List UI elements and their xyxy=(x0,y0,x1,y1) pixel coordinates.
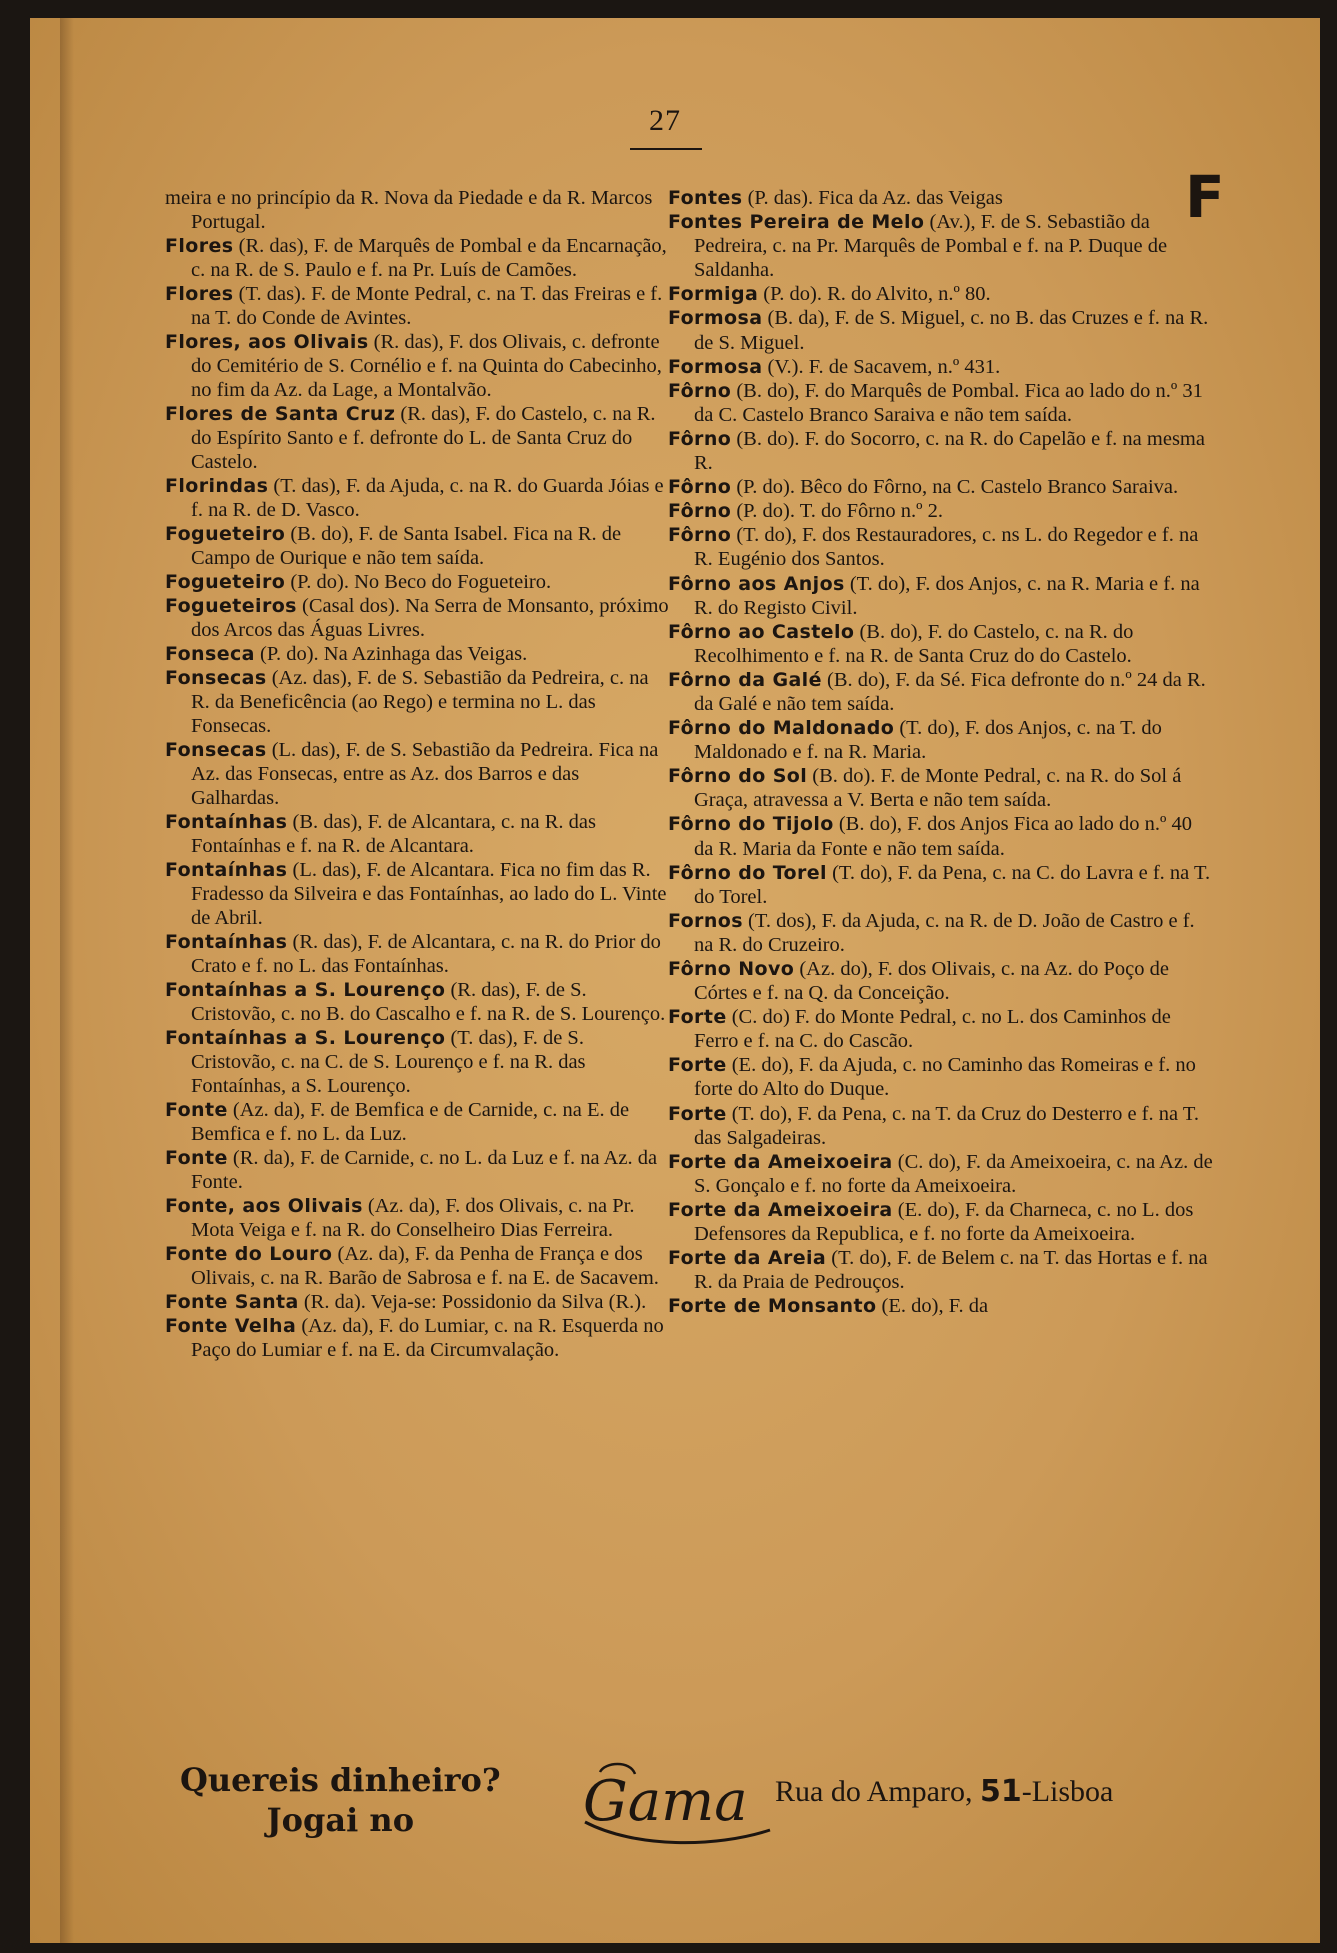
entry-headword: Fontaínhas xyxy=(165,859,288,881)
entry-headword: Fonsecas xyxy=(165,667,267,689)
entry xyxy=(668,861,1213,909)
advertisement xyxy=(30,1760,1320,1850)
entry-headword: Flores, aos Olivais xyxy=(165,331,369,353)
entry-text: (R. das), F. dos Olivais, c. defronte do Cemitério de S. Cornélio e f. na Quinta do Cabecinho, no fim da Az. da Lage, a Montalvão. xyxy=(191,331,662,401)
entry-text: (P. do). R. do Alvito, n.º 80. xyxy=(758,283,991,306)
entry-text: (B. do), F. dos Anjos Fica ao lado do n.º 40 da R. Maria da Fonte e não tem saída. xyxy=(694,813,1193,860)
entry-headword: Fontaínhas xyxy=(165,811,288,833)
left-column xyxy=(165,186,670,1362)
entry-text: (R. das), F. de Marquês de Pombal e da Encarnação, c. na R. de S. Paulo e f. na Pr. Luís de Camões. xyxy=(191,235,667,281)
entry xyxy=(668,957,1213,1005)
advertisement-slogan xyxy=(180,1760,501,1840)
entry-headword: Fonte do Louro xyxy=(165,1243,333,1265)
entry-text: (P. das). Fica da Az. das Veigas xyxy=(742,187,1003,209)
section-letter: F xyxy=(1185,163,1225,231)
entry xyxy=(668,186,1213,210)
entry xyxy=(165,1290,670,1314)
entry xyxy=(668,812,1213,860)
entry xyxy=(165,1146,670,1194)
entry-headword: Forte da Ameixoeira xyxy=(668,1198,893,1221)
entry xyxy=(165,474,670,522)
entry-text: (T. das), F. de S. Cristovão, c. na C. de S. Lourenço e f. na R. das Fontaínhas, a S. Lourenço. xyxy=(191,1027,586,1097)
entry-text: (E. do), F. da xyxy=(876,1295,989,1318)
entry-headword: Fôrno do Sol xyxy=(668,765,808,788)
entry-headword: Fogueteiro xyxy=(165,571,286,593)
address-prefix: Rua do Amparo, xyxy=(775,1775,973,1808)
entry-text: (E. do), F. da Ajuda, c. no Caminho das Romeiras e f. no forte do Alto do Duque. xyxy=(694,1054,1196,1101)
entry xyxy=(668,1150,1213,1198)
entry xyxy=(668,668,1213,716)
entry-text: (T. do), F. dos Anjos, c. na T. do Maldonado e f. na R. Maria. xyxy=(694,717,1162,764)
entry xyxy=(165,570,670,594)
entry-text: (Az. da), F. da Penha de França e dos Olivais, c. na R. Barão de Sabrosa e f. na E. de Sacavem. xyxy=(191,1243,659,1289)
page-fold-shadow xyxy=(60,18,74,1943)
entry-text: (T. das). F. de Monte Pedral, c. na T. das Freiras e f. na T. do Conde de Avintes. xyxy=(191,283,663,329)
entry xyxy=(165,234,670,282)
entry-headword: Fôrno do Torel xyxy=(668,861,827,884)
entry-headword: Forte de Monsanto xyxy=(668,1295,877,1318)
entry-text: (T. do), F. dos Anjos, c. na R. Maria e f. na R. do Registo Civil. xyxy=(694,572,1200,619)
entry xyxy=(668,306,1213,354)
entry-text: (T. do), F. de Belem c. na T. das Hortas e f. na R. da Praia de Pedrouços. xyxy=(694,1247,1208,1294)
entry-text: (L. das), F. de S. Sebastião da Pedreira. Fica na Az. das Fonsecas, entre as Az. dos Barros e das Galhardas. xyxy=(191,739,659,809)
entry-text: (Az. das), F. de S. Sebastião da Pedreira, c. na R. da Beneficência (ao Rego) e termina no L. das Fonsecas. xyxy=(191,667,649,737)
entry-text: (T. do), F. da Pena, c. na T. da Cruz do Desterro e f. na T. das Salgadeiras. xyxy=(694,1102,1199,1149)
entry xyxy=(165,666,670,738)
right-column xyxy=(668,186,1213,1318)
entry-headword: Fôrno do Maldonado xyxy=(668,717,895,740)
entry-headword: Flores xyxy=(165,283,234,305)
entry xyxy=(668,1198,1213,1246)
advertisement-line-2: Jogai no xyxy=(266,1801,415,1839)
address-suffix: -Lisboa xyxy=(1021,1775,1114,1808)
advertisement-address xyxy=(775,1774,1113,1809)
gama-logo xyxy=(575,1760,775,1850)
entry xyxy=(668,379,1213,427)
entry-text: meira e no princípio da R. Nova da Piedade e da R. Marcos Portugal. xyxy=(165,187,653,233)
entry xyxy=(165,1098,670,1146)
entry-text: (L. das), F. de Alcantara. Fica no fim das R. Fradesso da Silveira e das Fontaínhas, ao lado do L. Vinte de Abril. xyxy=(191,859,667,929)
entry-text: (P. do). Bêco do Fôrno, na C. Castelo Branco Saraiva. xyxy=(731,476,1179,499)
entry-text: (R. das), F. de S. Cristovão, c. no B. do Cascalho e f. na R. de S. Lourenço. xyxy=(191,979,666,1025)
entry-text: (Casal dos). Na Serra de Monsanto, próximo dos Arcos das Águas Livres. xyxy=(191,595,669,641)
entry-text: (P. do). T. do Fôrno n.º 2. xyxy=(731,500,943,523)
entry-headword: Fornos xyxy=(668,909,743,932)
entry-text: (B. das), F. de Alcantara, c. na R. das Fontaínhas e f. na R. de Alcantara. xyxy=(191,811,597,857)
document-page xyxy=(30,18,1320,1943)
entry xyxy=(165,810,670,858)
entry-headword: Formiga xyxy=(668,283,759,306)
entry-headword: Fonte Velha xyxy=(165,1315,297,1337)
entry-headword: Fôrno xyxy=(668,524,732,547)
entry-headword: Forte xyxy=(668,1102,727,1125)
entry-headword: Formosa xyxy=(668,307,763,330)
entry-text: (R. das), F. de Alcantara, c. na R. do Prior do Crato e f. no L. das Fontaínhas. xyxy=(191,931,661,977)
entry-text: (R. das), F. do Castelo, c. na R. do Espírito Santo e f. defronte do L. de Santa Cruz do Castelo. xyxy=(191,403,656,473)
entry-headword: Fonte Santa xyxy=(165,1291,299,1313)
gama-logo-text: Gama xyxy=(583,1769,748,1834)
entry-headword: Fôrno xyxy=(668,476,732,499)
entry-headword: Fôrno aos Anjos xyxy=(668,572,845,595)
entry xyxy=(668,475,1213,499)
entry-headword: Fôrno do Tijolo xyxy=(668,813,834,836)
entry xyxy=(165,738,670,810)
entry-headword: Fôrno xyxy=(668,379,732,402)
entry-text: (P. do). No Beco do Fogueteiro. xyxy=(285,571,552,593)
entry-text: (E. do), F. da Charneca, c. no L. dos Defensores da Republica, e f. no forte da Ameixoeira. xyxy=(694,1198,1194,1246)
entry-headword: Fogueteiros xyxy=(165,595,297,617)
entry xyxy=(668,620,1213,668)
entry-text: (C. do) F. do Monte Pedral, c. no L. dos Caminhos de Ferro e f. na C. do Cascão. xyxy=(694,1006,1171,1053)
entry-headword: Formosa xyxy=(668,355,763,378)
entry-headword: Fôrno xyxy=(668,500,732,523)
entry-text: (T. do), F. da Pena, c. na C. do Lavra e f. na T. do Torel. xyxy=(694,861,1211,908)
entry xyxy=(165,642,670,666)
entry-headword: Fôrno xyxy=(668,427,732,450)
entry xyxy=(165,1026,670,1098)
entry xyxy=(668,499,1213,523)
entry-text: (Az. da), F. dos Olivais, c. na Pr. Mota Veiga e f. na R. do Conselheiro Dias Ferreira. xyxy=(191,1195,635,1241)
entry xyxy=(165,522,670,570)
entry-text: (T. das), F. da Ajuda, c. na R. do Guarda Jóias e f. na R. de D. Vasco. xyxy=(191,475,664,521)
entry-headword: Flores xyxy=(165,235,234,257)
entry-text: (C. do), F. da Ameixoeira, c. na Az. de S. Gonçalo e f. no forte da Ameixoeira. xyxy=(694,1150,1213,1197)
address-number: 51 xyxy=(979,1774,1022,1809)
entry xyxy=(165,1194,670,1242)
entry-headword: Fontaínhas xyxy=(165,931,288,953)
entry-headword: Fonte xyxy=(165,1147,228,1169)
entry-headword: Fonte, aos Olivais xyxy=(165,1195,363,1217)
entry-text: (P. do). Na Azinhaga das Veigas. xyxy=(254,643,528,665)
entry xyxy=(668,1053,1213,1101)
entry-text: (B. do). F. do Socorro, c. na R. do Capelão e f. na mesma R. xyxy=(694,427,1205,475)
entry xyxy=(165,186,670,234)
entry xyxy=(165,594,670,642)
entry xyxy=(668,572,1213,620)
entry-headword: Fôrno ao Castelo xyxy=(668,620,855,643)
entry xyxy=(668,1102,1213,1150)
entry xyxy=(668,427,1213,475)
entry xyxy=(668,523,1213,571)
page-number: 27 xyxy=(649,104,681,137)
entry-headword: Fontes Pereira de Melo xyxy=(668,211,925,234)
entry-headword: Flores de Santa Cruz xyxy=(165,403,396,425)
entry-headword: Fôrno da Galé xyxy=(668,668,822,691)
entry xyxy=(668,909,1213,957)
entry xyxy=(668,210,1213,282)
entry-headword: Forte xyxy=(668,1054,727,1077)
entry-headword: Fonseca xyxy=(165,643,255,665)
entry xyxy=(668,1294,1213,1318)
entry xyxy=(668,282,1213,306)
entry-text: (R. da), F. de Carnide, c. no L. da Luz e f. na Az. da Fonte. xyxy=(191,1147,658,1193)
entry xyxy=(668,355,1213,379)
entry-text: (B. do), F. do Castelo, c. na R. do Recolhimento e f. na R. de Santa Cruz do do Castelo. xyxy=(694,620,1134,667)
entry-text: (B. do), F. do Marquês de Pombal. Fica ao lado do n.º 31 da C. Castelo Branco Saraiva e não tem saída. xyxy=(694,379,1203,426)
entry-text: (V.). F. de Sacavem, n.º 431. xyxy=(762,355,1001,378)
entry-text: (T. do), F. dos Restauradores, c. ns L. do Regedor e f. na R. Eugénio dos Santos. xyxy=(694,524,1199,571)
entry-headword: Forte da Areia xyxy=(668,1247,827,1270)
entry-headword: Fogueteiro xyxy=(165,523,286,545)
entry-text: (B. do), F. da Sé. Fica defronte do n.º 24 da R. da Galé e não tem saída. xyxy=(694,668,1206,715)
entry-headword: Forte xyxy=(668,1006,727,1029)
entry xyxy=(165,402,670,474)
entry-text: (Az. da), F. de Bemfica e de Carnide, c. na E. de Bemfica e f. no L. da Luz. xyxy=(191,1099,630,1145)
entry-headword: Forte da Ameixoeira xyxy=(668,1150,893,1173)
entry-text: (B. da), F. de S. Miguel, c. no B. das Cruzes e f. na R. de S. Miguel. xyxy=(694,307,1209,354)
entry xyxy=(165,1314,670,1362)
entry xyxy=(668,716,1213,764)
entry xyxy=(165,1242,670,1290)
entry-text: (Az. do), F. dos Olivais, c. na Az. do Poço de Córtes e f. na Q. da Conceição. xyxy=(694,958,1169,1005)
entry xyxy=(165,978,670,1026)
entry xyxy=(668,1246,1213,1294)
entry-headword: Fonsecas xyxy=(165,739,267,761)
entry-text: (B. do). F. de Monte Pedral, c. na R. do Sol á Graça, atravessa a V. Berta e não tem saída. xyxy=(694,765,1182,812)
entry-headword: Fontaínhas a S. Lourenço xyxy=(165,1027,446,1049)
entry xyxy=(165,858,670,930)
entry-text: (T. dos), F. da Ajuda, c. na R. de D. João de Castro e f. na R. do Cruzeiro. xyxy=(694,909,1195,956)
entry xyxy=(668,764,1213,812)
entry xyxy=(668,1005,1213,1053)
entry-headword: Florindas xyxy=(165,475,269,497)
entry-text: (R. da). Veja-se: Possidonio da Silva (R.). xyxy=(298,1291,647,1313)
page-number-rule xyxy=(630,148,702,150)
entry-headword: Fonte xyxy=(165,1099,228,1121)
entry-headword: Fontaínhas a S. Lourenço xyxy=(165,979,446,1001)
entry-text: (Az. da), F. do Lumiar, c. na R. Esquerda no Paço do Lumiar e f. na E. da Circumvalação. xyxy=(191,1315,664,1361)
entry-text: (Av.), F. de S. Sebastião da Pedreira, c. na Pr. Marquês de Pombal e f. na P. Duque de Saldanha. xyxy=(694,211,1168,282)
entry xyxy=(165,330,670,402)
entry xyxy=(165,282,670,330)
entry-headword: Fôrno Novo xyxy=(668,958,795,980)
entry xyxy=(165,930,670,978)
entry-headword: Fontes xyxy=(668,187,743,209)
entry-text: (B. do), F. de Santa Isabel. Fica na R. de Campo de Ourique e não tem saída. xyxy=(191,523,622,569)
advertisement-line-1: Quereis dinheiro? xyxy=(180,1761,501,1799)
